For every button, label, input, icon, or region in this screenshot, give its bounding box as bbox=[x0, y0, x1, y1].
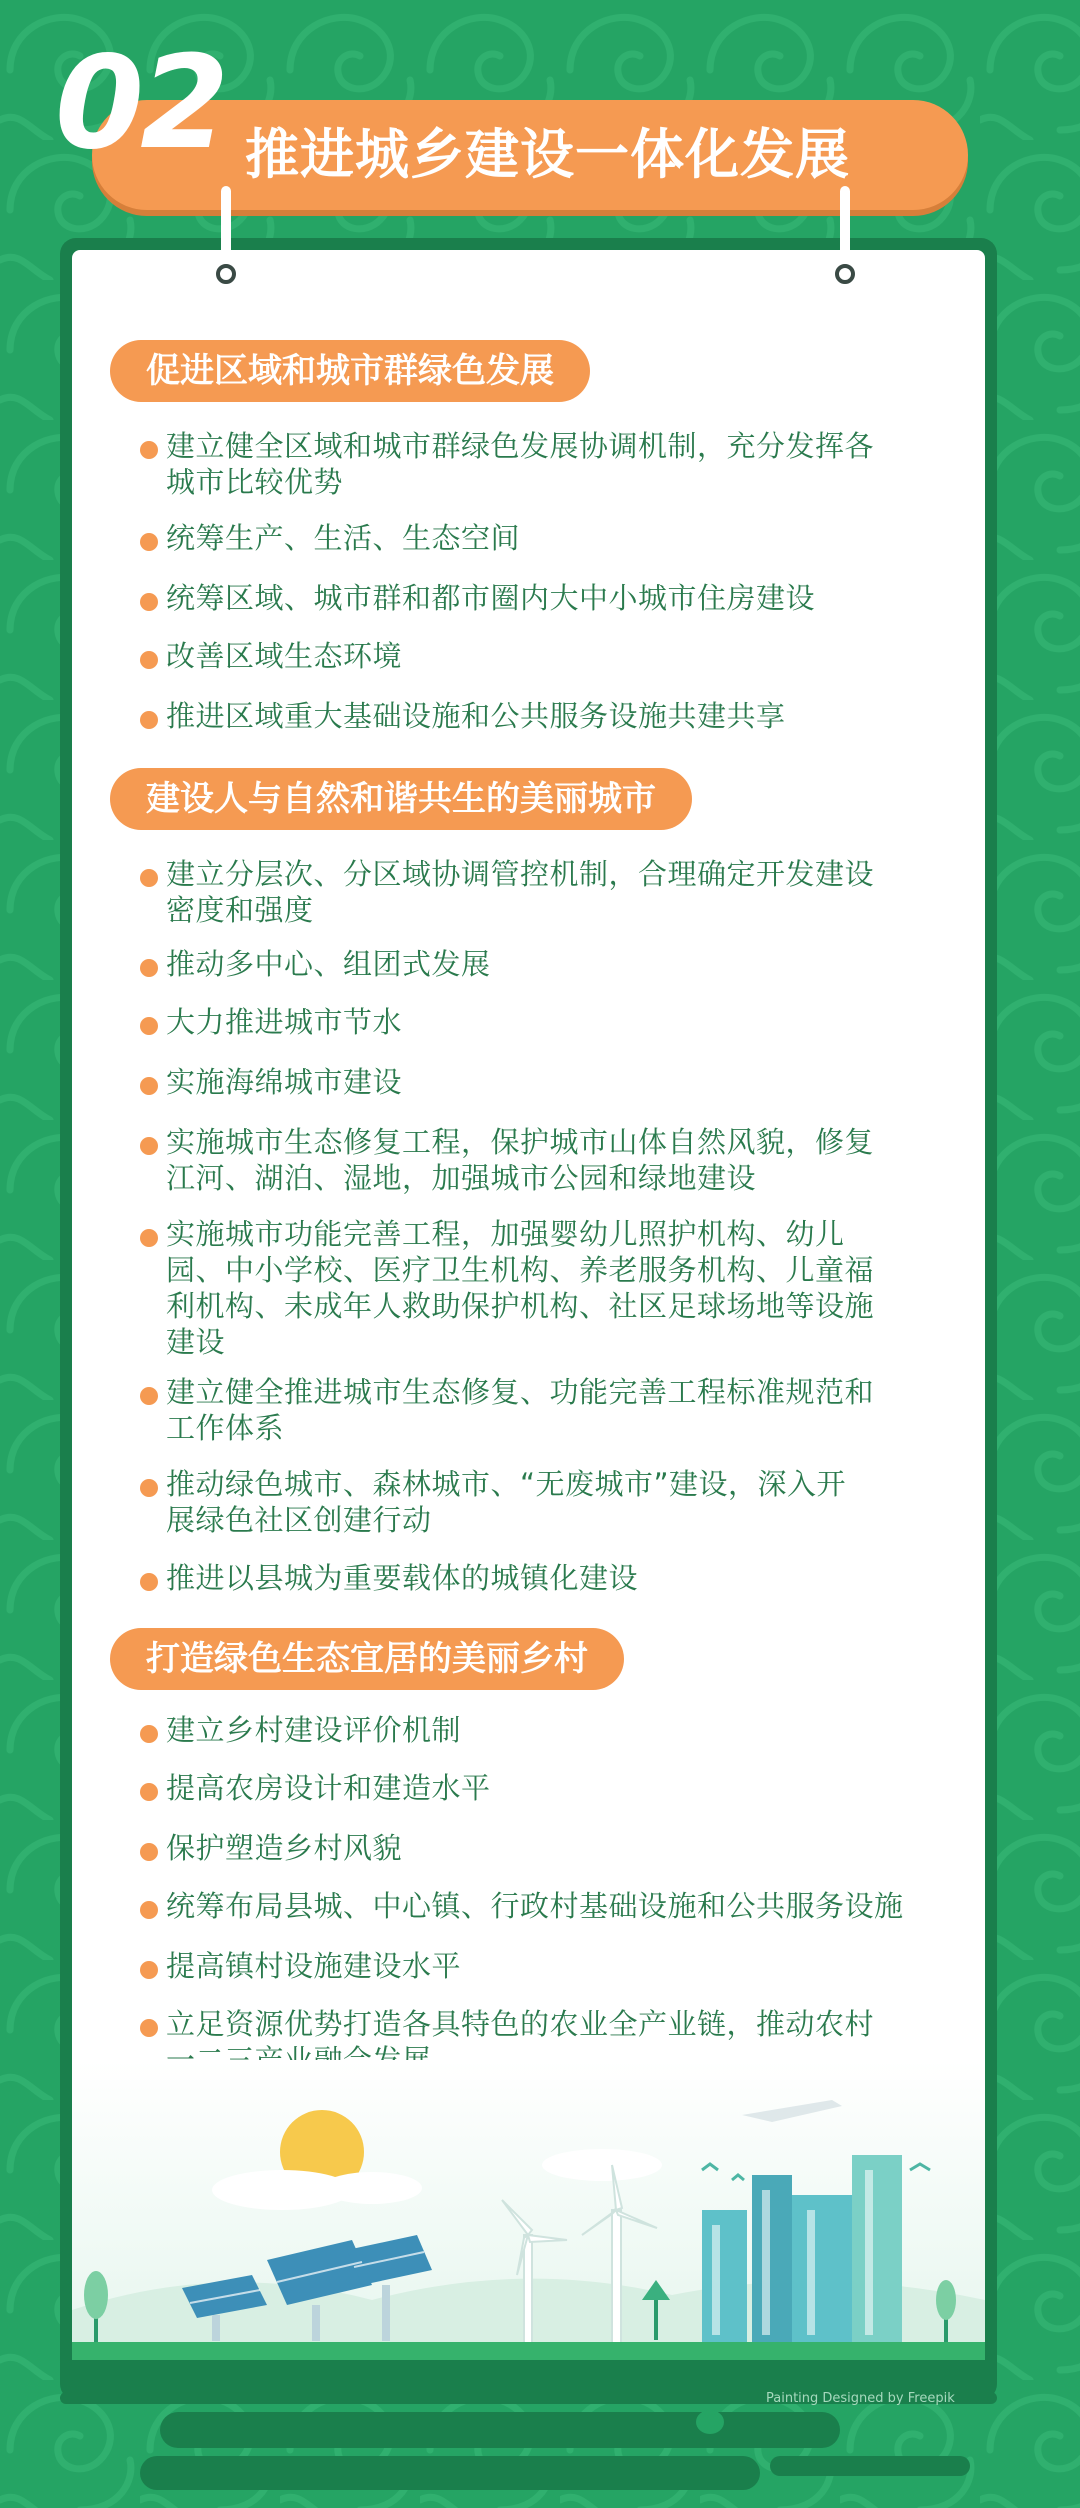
bullet-icon bbox=[140, 869, 158, 887]
bullet-icon bbox=[140, 1961, 158, 1979]
card-stand bbox=[60, 2392, 997, 2508]
bullet-icon bbox=[140, 1901, 158, 1919]
list-item: 实施城市生态修复工程，保护城市山体自然风貌，修复 江河、湖泊、湿地，加强城市公园和绿地建设 bbox=[166, 1124, 946, 1196]
section-number: 02 bbox=[55, 29, 226, 178]
list-item: 提高农房设计和建造水平 bbox=[166, 1770, 946, 1806]
bullet-icon bbox=[140, 959, 158, 977]
list-item: 提高镇村设施建设水平 bbox=[166, 1948, 946, 1984]
list-item: 统筹区域、城市群和都市圈内大中小城市住房建设 bbox=[166, 580, 946, 616]
bullet-icon bbox=[140, 1843, 158, 1861]
section-title-regional: 促进区域和城市群绿色发展 bbox=[110, 340, 590, 402]
bullet-icon bbox=[140, 1479, 158, 1497]
list-item: 实施海绵城市建设 bbox=[166, 1064, 946, 1100]
list-item: 实施城市功能完善工程，加强婴幼儿照护机构、幼儿 园、中小学校、医疗卫生机构、养老服务机构、儿童福 利机构、未成年人救助保护机构、社区足球场地等设施 建设 bbox=[166, 1216, 946, 1360]
bullet-icon bbox=[140, 1387, 158, 1405]
pin-right-icon bbox=[835, 264, 855, 284]
list-item: 建立健全区域和城市群绿色发展协调机制，充分发挥各 城市比较优势 bbox=[166, 428, 946, 500]
hanger-left bbox=[221, 186, 231, 270]
list-item: 建立乡村建设评价机制 bbox=[166, 1712, 946, 1748]
bullet-icon bbox=[140, 651, 158, 669]
page-title: 推进城乡建设一体化发展 bbox=[245, 123, 850, 186]
list-item: 统筹生产、生活、生态空间 bbox=[166, 520, 946, 556]
bullet-icon bbox=[140, 1573, 158, 1591]
list-item: 建立分层次、分区域协调管控机制，合理确定开发建设 密度和强度 bbox=[166, 856, 946, 928]
list-item: 推动多中心、组团式发展 bbox=[166, 946, 946, 982]
bullet-icon bbox=[140, 533, 158, 551]
list-item: 立足资源优势打造各具特色的农业全产业链，推动农村 bbox=[166, 2006, 946, 2078]
list-item: 建立健全推进城市生态修复、功能完善工程标准规范和 工作体系 bbox=[166, 1374, 946, 1446]
list-item: 推进以县城为重要载体的城镇化建设 bbox=[166, 1560, 946, 1596]
image-credit: Painting Designed by Freepik bbox=[766, 2391, 955, 2406]
eco-city-illustration bbox=[72, 2060, 985, 2360]
bullet-icon bbox=[140, 1229, 158, 1247]
bullet-icon bbox=[140, 593, 158, 611]
bullet-icon bbox=[140, 1017, 158, 1035]
list-item: 推动绿色城市、森林城市、“无废城市”建设，深入开 展绿色社区创建行动 bbox=[166, 1466, 946, 1538]
list-item: 改善区域生态环境 bbox=[166, 638, 946, 674]
section-title-rural: 打造绿色生态宜居的美丽乡村 bbox=[110, 1628, 624, 1690]
bullet-icon bbox=[140, 441, 158, 459]
section-title-urban: 建设人与自然和谐共生的美丽城市 bbox=[110, 768, 692, 830]
bullet-icon bbox=[140, 2019, 158, 2037]
list-item: 大力推进城市节水 bbox=[166, 1004, 946, 1040]
bullet-icon bbox=[140, 1783, 158, 1801]
bullet-icon bbox=[140, 1137, 158, 1155]
bullet-icon bbox=[140, 1077, 158, 1095]
list-item: 统筹布局县城、中心镇、行政村基础设施和公共服务设施 bbox=[166, 1888, 946, 1924]
hanger-right bbox=[840, 186, 850, 270]
list-item: 推进区域重大基础设施和公共服务设施共建共享 bbox=[166, 698, 946, 734]
list-item: 保护塑造乡村风貌 bbox=[166, 1830, 946, 1866]
bullet-icon bbox=[140, 1725, 158, 1743]
pin-left-icon bbox=[216, 264, 236, 284]
bullet-icon bbox=[140, 711, 158, 729]
